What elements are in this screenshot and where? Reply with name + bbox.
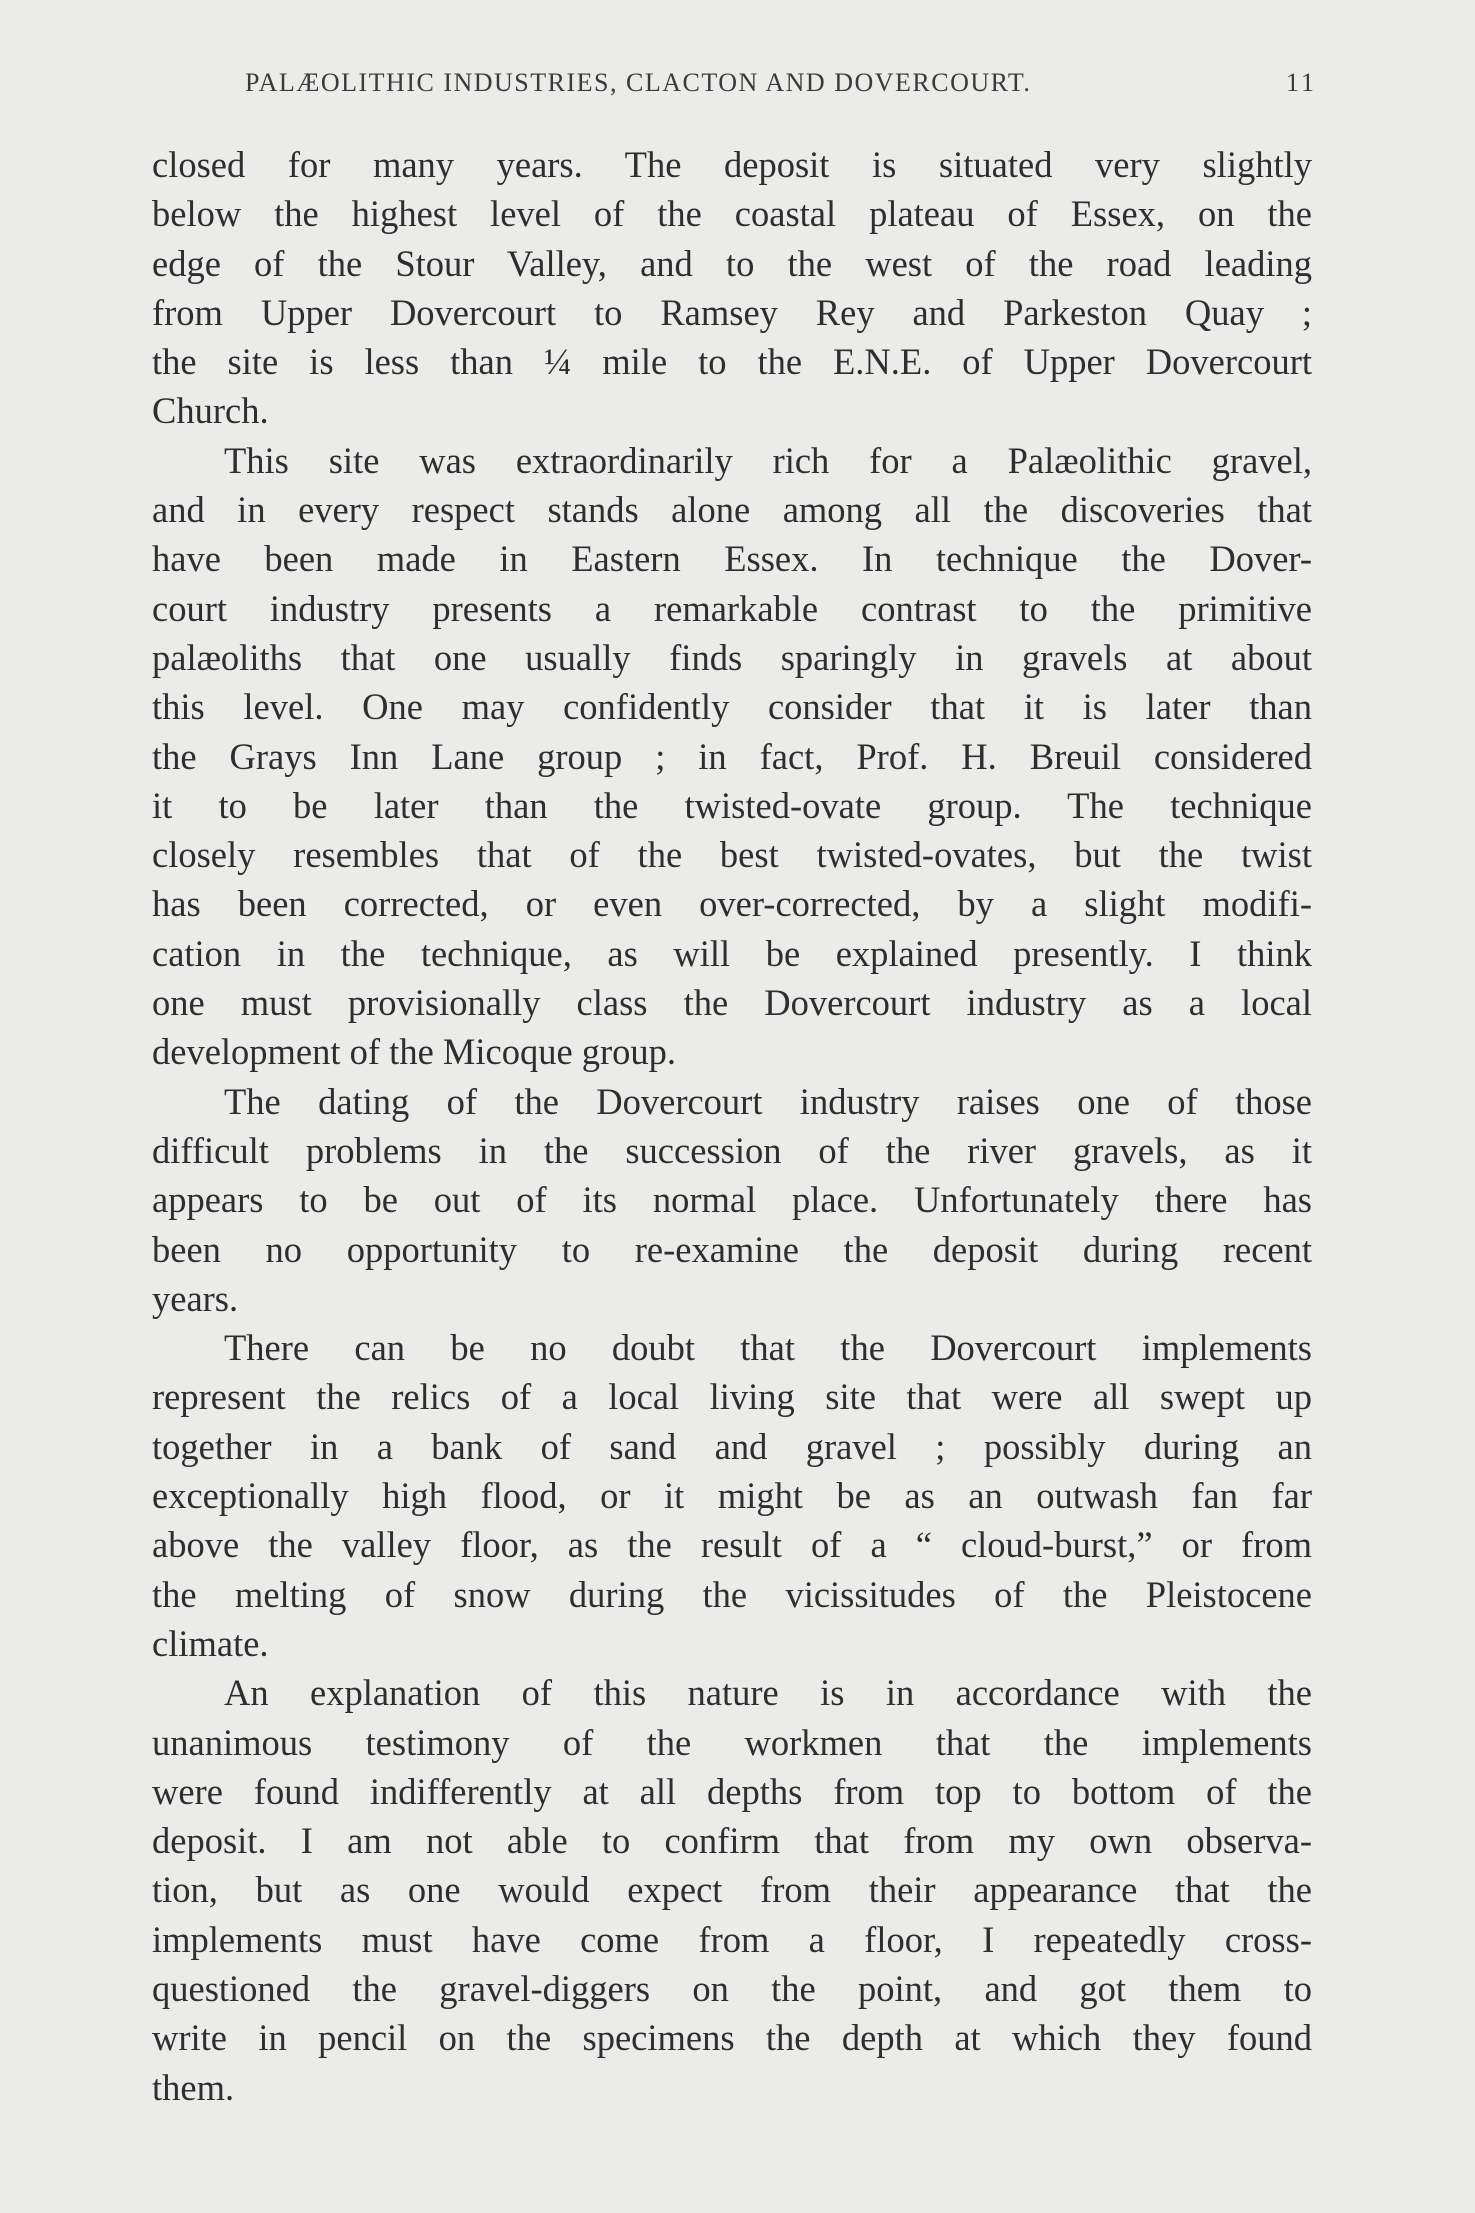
text-line: have been made in Eastern Essex. In technique the Dover-: [152, 538, 1312, 580]
text-line: above the valley floor, as the result of a “ cloud-burst,” or from: [152, 1524, 1312, 1566]
text-line: climate.: [152, 1622, 269, 1664]
text-line: closed for many years. The deposit is situated very slightly: [152, 144, 1312, 185]
text-line: development of the Micoque group.: [152, 1031, 677, 1073]
text-line: edge of the Stour Valley, and to the west of the road leading: [152, 242, 1312, 284]
text-line: closely resembles that of the best twisted-ovates, but the twist: [152, 834, 1312, 876]
text-line: it to be later than the twisted-ovate group. The technique: [152, 784, 1312, 826]
text-line: and in every respect stands alone among all the discoveries that: [152, 489, 1312, 531]
text-line: appears to be out of its normal place. Unfortunately there has: [152, 1179, 1312, 1221]
text-line: An explanation of this nature is in accordance with the: [224, 1672, 1312, 1714]
text-line: has been corrected, or even over-corrected, by a slight modifi-: [152, 883, 1312, 925]
text-line: them.: [152, 2066, 235, 2108]
text-line: There can be no doubt that the Dovercourt implements: [224, 1327, 1312, 1369]
text-line: write in pencil on the specimens the depth at which they found: [152, 2017, 1312, 2059]
text-line: one must provisionally class the Dovercourt industry as a local: [152, 982, 1312, 1024]
text-line: were found indifferently at all depths from top to bottom of the: [152, 1770, 1312, 1812]
text-line: the site is less than ¼ mile to the E.N.E. of Upper Dovercourt: [152, 341, 1312, 383]
text-line: represent the relics of a local living site that were all swept up: [152, 1376, 1312, 1418]
running-head-title: PALÆOLITHIC INDUSTRIES, CLACTON AND DOVERCOURT.: [245, 68, 1032, 97]
text-line: implements must have come from a floor, I repeatedly cross-: [152, 1918, 1312, 1960]
text-line: unanimous testimony of the workmen that the implements: [152, 1721, 1312, 1763]
running-head: [245, 68, 1317, 108]
text-line: deposit. I am not able to confirm that from my own observa-: [152, 1820, 1312, 1862]
text-line: exceptionally high flood, or it might be as an outwash fan far: [152, 1475, 1312, 1517]
text-line: tion, but as one would expect from their appearance that the: [152, 1869, 1312, 1911]
text-line: This site was extraordinarily rich for a Palæolithic gravel,: [224, 439, 1312, 481]
text-line: palæoliths that one usually finds sparingly in gravels at about: [152, 636, 1312, 678]
text-line: questioned the gravel-diggers on the point, and got them to: [152, 1967, 1312, 2009]
text-line: together in a bank of sand and gravel ; possibly during an: [152, 1425, 1312, 1467]
text-line: below the highest level of the coastal plateau of Essex, on the: [152, 193, 1312, 235]
text-line: years.: [152, 1277, 239, 1319]
text-line: Church.: [152, 390, 269, 432]
text-line: court industry presents a remarkable contrast to the primitive: [152, 587, 1312, 629]
body-text: [152, 140, 1312, 2112]
text-line: from Upper Dovercourt to Ramsey Rey and Parkeston Quay ;: [152, 291, 1312, 333]
text-line: the Grays Inn Lane group ; in fact, Prof. H. Breuil considered: [152, 735, 1312, 777]
text-line: the melting of snow during the vicissitudes of the Pleistocene: [152, 1573, 1312, 1615]
text-line: been no opportunity to re-examine the deposit during recent: [152, 1228, 1312, 1270]
text-line: difficult problems in the succession of the river gravels, as it: [152, 1129, 1312, 1171]
page-number: 11: [1285, 68, 1317, 97]
text-line: this level. One may confidently consider that it is later than: [152, 686, 1312, 728]
text-line: The dating of the Dovercourt industry raises one of those: [224, 1080, 1312, 1122]
text-line: cation in the technique, as will be explained presently. I think: [152, 932, 1312, 974]
